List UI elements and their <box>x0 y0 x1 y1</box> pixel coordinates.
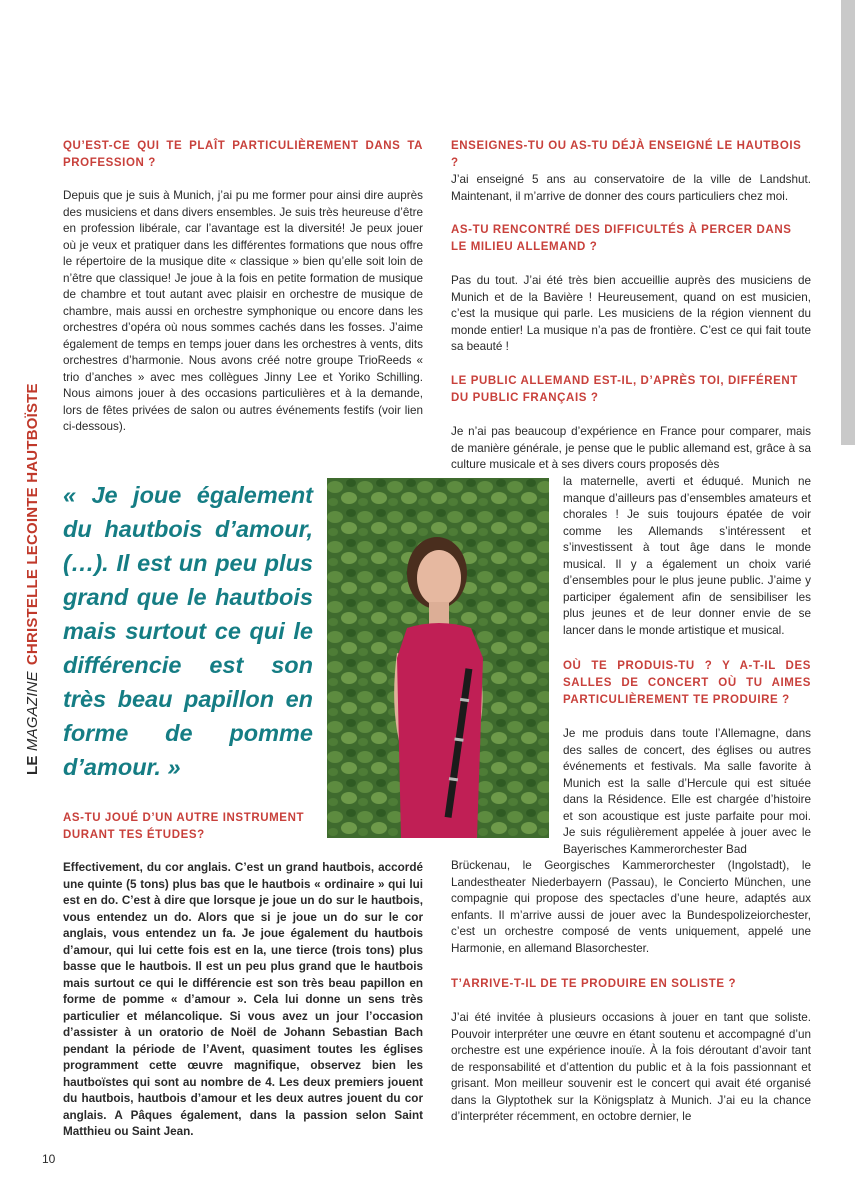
page-edge-bar <box>841 0 855 445</box>
right-question-1: ENSEIGNES-TU OU AS-TU DÉJÀ ENSEIGNÉ LE HAUTBOIS ? <box>451 140 802 169</box>
right-answer-3-full: Je n’ai pas beaucoup d’expérience en France pour comparer, mais de manière générale, je pense que le public allemand est, grâce à sa culture musicale et à ses divers cours proposés dès <box>451 425 811 471</box>
magazine-sidebar-title <box>24 383 44 775</box>
author-name: CHRISTELLE LECOINTE HAUTBOÏSTE <box>24 383 41 666</box>
left-answer-2: Effectivement, du cor anglais. C’est un grand hautbois, accordé une quinte (5 tons) plus bas que le hautbois « ordinaire » qui lui est en do. C’est à dire que lorsque je joue un do sur le hautbois, vous entendez un do. Alors que si je joue un do sur le cor anglais, vous entendez un fa. Je joue également du hautbois d’amour, qui lui cette fois est en la, une tierce (trois tons) plus basse que le hautbois. Il est un peu plus grand que le hautbois mais surtout ce qui le différencie est son très beau papillon en forme de pomme « d’amour ». Cela lui donne un sens très particulier et mélancolique. Si vous avez un jour l’occasion d’assister à un oratorio de Noël de Johann Sebastian Bach pendant la période de l’Avent, quasiment toutes les églises programment cette œuvre magnifique, observez bien les hautboïstes qui sont au nombre de 4. Les deux premiers jouent du hautbois, hautbois d’amour et les deux autres jouent du cor anglais. A Pâques également, dans la passion selon Saint Matthieu ou Saint Jean. <box>63 861 423 1138</box>
left-question-1: QU’EST-CE QUI TE PLAÎT PARTICULIÈREMENT DANS TA PROFESSION ? <box>63 140 423 169</box>
right-answer-1: J’ai enseigné 5 ans au conservatoire de la ville de Landshut. Maintenant, il m’arrive de donner des cours particuliers chez moi. <box>451 173 811 203</box>
right-question-3: LE PUBLIC ALLEMAND EST-IL, D’APRÈS TOI, DIFFÉRENT DU PUBLIC FRANÇAIS ? <box>451 375 798 404</box>
right-answer-4-full: Brückenau, le Georgisches Kammerorchester (Ingolstadt), le Landestheater Niederbayern (Passau), le Concierto München, une compagnie qui propose des spectacles d’une heure, adaptés aux enfants. Il m’arrive aussi de jouer avec la Bundespolizeiorchester, c’est un orchestre composé de vents uniquement, appelé une Harmonie, en allemand Blasorchester. <box>451 859 811 955</box>
right-answer-3-wrap: la maternelle, averti et éduqué. Munich ne manque d’ailleurs pas d’ensembles amateurs et chorales ! Je suis toujours épatée de voir comme les Allemands s’intéressent et s’investissent à tout âge dans le monde musical. Il y a également un choix varié d’ensembles pour le plus jeune public. J’aime y participer également afin de sensibiliser les plus jeunes et de leur donner envie de se lancer dans le monde artistique et musical. <box>563 475 811 637</box>
right-answer-2: Pas du tout. J’ai été très bien accueillie auprès des musiciens de Munich et de la Bavière ! Heureusement, quand on est musicien, c’est la musique qui parle. Les musiciens de la région viennent du monde entier! La musique n’a pas de frontière. C’est ce qui fait toute sa beauté ! <box>451 274 811 353</box>
pull-quote: « Je joue également du hautbois d’amour, (…). Il est un peu plus grand que le hautbois mais surtout ce qui le différencie est son très beau papillon en forme de pomme d’amour. » <box>63 482 313 780</box>
portrait-photo <box>327 478 549 838</box>
right-question-4: OÙ TE PRODUIS-TU ? Y A-T-IL DES SALLES DE CONCERT OÙ TU AIMES PARTICULIÈREMENT TE PRODUIRE ? <box>563 660 811 706</box>
page-number: 10 <box>42 1152 56 1166</box>
right-answer-5: J’ai été invitée à plusieurs occasions à jouer en tant que soliste. Pouvoir interpréter une œuvre en étant soutenu et accompagné d’un orchestre est une expérience inouïe. À la fois déroutant d’avoir tant de responsabilité et d’attention du public et à la fois passionnant et grisant. Mon meilleur souvenir est le concert qui avait été organisé dans la Glyptothek sur la Königsplatz à Munich. J’ai eu la chance d’interpréter récemment, en octobre dernier, le <box>451 1011 811 1123</box>
right-question-5: T’ARRIVE-T-IL DE TE PRODUIRE EN SOLISTE ? <box>451 978 737 990</box>
left-question-2: AS-TU JOUÉ D’UN AUTRE INSTRUMENT DURANT TES ÉTUDES? <box>63 812 305 841</box>
left-answer-1: Depuis que je suis à Munich, j’ai pu me former pour ainsi dire auprès des musiciens et dans divers ensembles. Je suis très heureuse d’être en profession libérale, car l’avantage est la diversité! Je peux jouer où je veux et pratiquer dans les différentes formations que nous offre le répertoire de la musique dite « classique » bien qu’elle soit loin de n’être que classique! Je joue à la fois en petite formation de musique de chambre et tout autant avec plaisir en orchestre de musique de chambre, mais aussi en orchestre symphonique ou encore dans les orchestres d’opéra où nous sommes cachés dans les fosses. J’aime également de temps en temps jouer dans les orchestres à vents, dits orchestres d’harmonie. Nous avons créé notre groupe TrioReeds « trio d’anches » avec mes collègues Jinny Lee et Yoriko Schilling. Nous aimons jouer à des occasions particulières et à la demande, lors de fêtes privées de salon ou autres événements festifs (voir lien ci-dessous). <box>63 189 423 433</box>
magazine-label: LE MAGAZINE <box>24 671 41 775</box>
right-answer-4-wrap: Je me produis dans toute l’Allemagne, dans des salles de concert, des églises ou autres événements et festivals. Ma salle favorite à Munich est la salle d’Hercule qui est située dans la Résidence. Elle est chargée d’histoire et son acoustique est juste parfaite pour moi. Je suis régulièrement appelée à jouer avec le Bayerisches Kammerorchester Bad <box>563 727 811 856</box>
right-question-2: AS-TU RENCONTRÉ DES DIFFICULTÉS À PERCER DANS LE MILIEU ALLEMAND ? <box>451 224 792 253</box>
